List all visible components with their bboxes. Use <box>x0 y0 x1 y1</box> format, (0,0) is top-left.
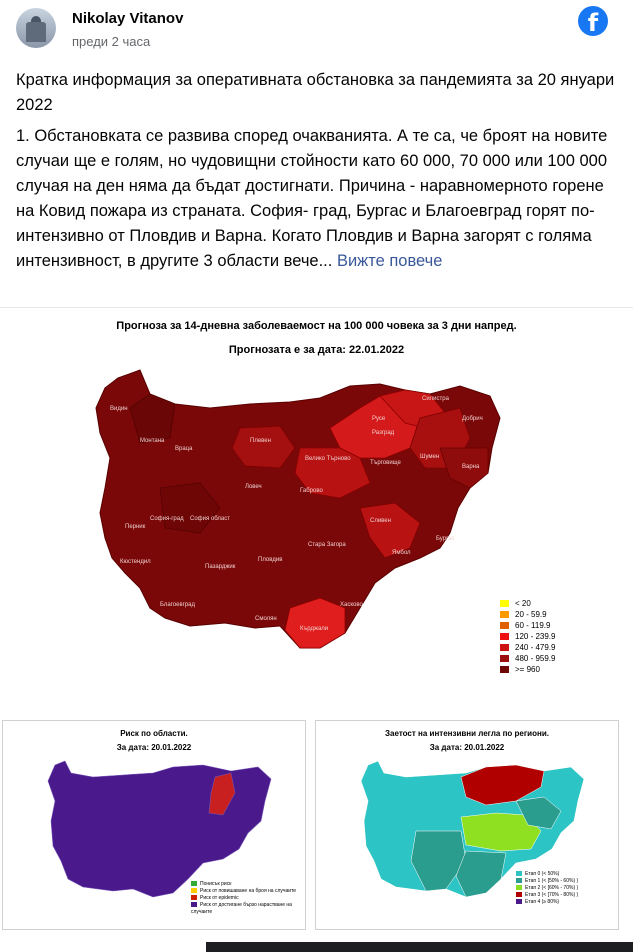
region-label: Монтана <box>140 438 165 444</box>
region-label: Кюстендил <box>120 559 151 565</box>
risk-map-date: За дата: 20.01.2022 <box>116 743 192 752</box>
risk-map-title: Риск по области. <box>120 729 188 738</box>
legend-label: Етап 0 (< 50%) <box>525 871 560 877</box>
post-text <box>16 68 616 280</box>
region-label: Благоевград <box>160 602 195 608</box>
legend-swatch <box>500 622 509 629</box>
region-label: Велико Търново <box>305 456 351 462</box>
icu-map-date: За дата: 20.01.2022 <box>429 743 505 752</box>
legend-swatch <box>191 888 197 893</box>
region-label: Ямбол <box>392 550 411 556</box>
region-label: Търговище <box>370 460 401 466</box>
legend-label: >= 960 <box>515 665 540 674</box>
region-label: София област <box>190 516 230 522</box>
region-label: Шумен <box>420 454 440 460</box>
region-label: Ловеч <box>245 484 262 490</box>
region-label: Пазарджик <box>205 564 236 570</box>
legend-item <box>191 888 305 895</box>
region-label: Пловдив <box>258 557 283 563</box>
region-label: Стара Загора <box>308 542 346 548</box>
legend-swatch <box>191 881 197 886</box>
legend-label: 120 - 239.9 <box>515 632 556 641</box>
legend-swatch <box>516 899 522 904</box>
region-label: Враца <box>175 446 193 452</box>
risk-map-image[interactable] <box>2 720 306 930</box>
region-label: Русе <box>372 416 386 422</box>
region-label: Бургас <box>436 536 455 542</box>
region-label: Смолян <box>255 616 277 622</box>
legend-item <box>191 881 305 888</box>
post-paragraph-2 <box>16 124 616 274</box>
legend-item <box>191 902 305 916</box>
region-label: Хасково <box>340 602 363 608</box>
legend-swatch <box>516 885 522 890</box>
legend-item <box>500 598 566 609</box>
legend-swatch <box>500 600 509 607</box>
icu-map-legend <box>516 871 578 906</box>
forecast-map-subtitle: Прогнозата е за дата: 22.01.2022 <box>228 344 405 356</box>
post-header <box>0 0 633 60</box>
region-label: Габрово <box>300 488 323 494</box>
legend-swatch <box>516 892 522 897</box>
legend-item <box>500 664 566 675</box>
see-more-link[interactable]: Вижте повече <box>336 252 443 270</box>
legend-swatch <box>500 655 509 662</box>
avatar[interactable] <box>16 8 56 48</box>
icu-map-image[interactable] <box>315 720 619 930</box>
post-paragraph-1: Кратка информация за оперативната обстановка за пандемията за 20 януари 2022 <box>16 71 615 114</box>
legend-swatch <box>500 644 509 651</box>
legend-item <box>191 895 305 902</box>
icu-map-title: Заетост на интензивни легла по региони. <box>385 729 549 738</box>
region-label: София-град <box>150 516 184 522</box>
legend-label: Етап 4 (≥ 80%) <box>525 899 560 905</box>
region-label: Разград <box>372 430 395 436</box>
legend-label: Риск от повишаване на броя на случаите <box>200 888 297 894</box>
legend-item <box>500 653 566 664</box>
region-label: Плевен <box>250 438 271 444</box>
legend-item <box>500 620 566 631</box>
legend-label: Етап 3 (< [70% - 80%) ) <box>525 892 579 898</box>
legend-label: Понисък риск <box>200 881 232 887</box>
legend-swatch <box>191 902 197 907</box>
legend-label: Риск от достигане бързо нарастване на случаите <box>191 902 292 915</box>
legend-label: 20 - 59.9 <box>515 610 547 619</box>
region-label: Добрич <box>462 416 483 422</box>
bottom-bar <box>206 942 633 952</box>
legend-item <box>516 871 578 878</box>
legend-item <box>500 642 566 653</box>
legend-swatch <box>500 633 509 640</box>
legend-swatch <box>500 666 509 673</box>
legend-swatch <box>500 611 509 618</box>
legend-item <box>516 885 578 892</box>
legend-item <box>500 631 566 642</box>
legend-swatch <box>191 895 197 900</box>
author-name[interactable]: Nikolay Vitanov <box>72 10 184 27</box>
legend-item <box>500 609 566 620</box>
region-label: Варна <box>462 464 480 470</box>
risk-map-legend <box>191 881 305 916</box>
legend-label: Етап 1 (< [50% - 60%) ) <box>525 878 579 884</box>
facebook-icon[interactable]: f <box>578 6 608 36</box>
legend-item <box>516 892 578 899</box>
legend-label: 240 - 479.9 <box>515 643 556 652</box>
legend-item <box>516 899 578 906</box>
forecast-map-legend <box>500 598 566 675</box>
legend-item <box>516 878 578 885</box>
legend-label: Етап 2 (< [60% - 70%) ) <box>525 885 579 891</box>
forecast-map-title: Прогноза за 14-дневна заболеваемост на 100 000 човека за 3 дни напред. <box>116 320 517 332</box>
legend-swatch <box>516 871 522 876</box>
region-label: Перник <box>125 524 146 530</box>
legend-label: < 20 <box>515 599 531 608</box>
region-label: Кърджали <box>300 626 329 632</box>
legend-label: 60 - 119.9 <box>515 621 551 630</box>
region-label: Силистра <box>422 396 449 402</box>
region-label: Видин <box>110 406 128 412</box>
legend-label: Риск от epidemic <box>200 895 239 901</box>
post-paragraph-2-text: 1. Обстановката се развива според очакванията. А те са, че броят на новите случаи ще е голям, но чудовищни стойности като 60 000, 70 000 или 100 000 случая на ден няма да бъдат достигнати. Причина - наравномерното горене на Ковид пожара из страната. София- град, Бургас и Благоевград горят по-интензивно от Пловдив и Варна. Когато Пловдив и Варна загорят с голяма интензивност, в другите 3 области вече... <box>16 127 608 270</box>
legend-swatch <box>516 878 522 883</box>
post-timestamp[interactable]: преди 2 часа <box>72 34 151 49</box>
region-label: Сливен <box>370 518 391 524</box>
legend-label: 480 - 959.9 <box>515 654 556 663</box>
